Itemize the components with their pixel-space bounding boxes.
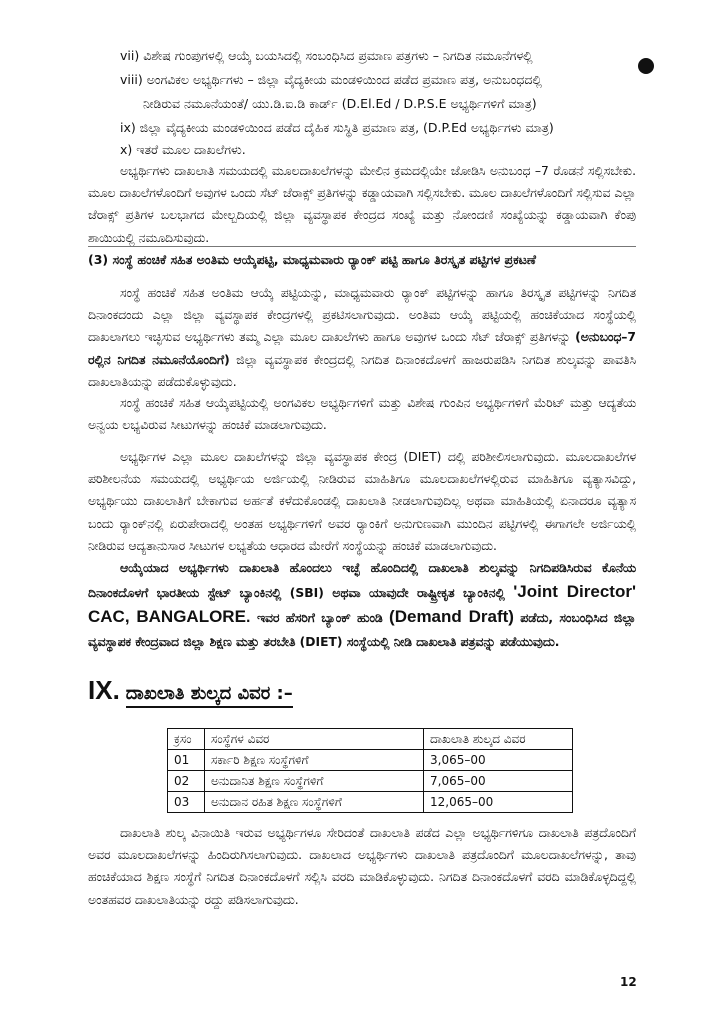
list-text: ಅಂಗವಿಕಲ ಅಭ್ಯರ್ಥಿಗಳು – ಜಿಲ್ಲಾ ವೈದ್ಯಕೀಯ ಮಂಡಳಿಯಿಂದ ಪಡೆದ ಪ್ರಮಾಣ ಪತ್ರ, ಅನುಬಂಧದಲ್ಲಿ: [146, 72, 542, 87]
table-cell: ಅನುದಾನಿತ ಶಿಕ್ಷಣ ಸಂಸ್ಥೆಗಳಿಗೆ: [205, 771, 424, 792]
section-3-heading: (3) ಸಂಸ್ಥೆ ಹಂಚಿಕೆ ಸಹಿತ ಅಂತಿಮ ಆಯ್ಕೆಪಟ್ಟಿ, ಮಾಧ್ಯಮವಾರು ರ್‍ಯಾಂಕ್ ಪಟ್ಟಿ ಹಾಗೂ ತಿರಸ್ಕೃತ ಪಟ್ಟಿಗಳ ಪ್ರಕಟಣೆ: [88, 252, 536, 267]
list-number: viii): [120, 72, 143, 87]
paragraph-special-groups: [88, 392, 636, 436]
page-number: 12: [620, 975, 637, 989]
list-item-viii-continued: [143, 94, 663, 114]
paragraph-document-return: [88, 822, 636, 911]
table-cell: ಅನುದಾನ ರಹಿತ ಶಿಕ್ಷಣ ಸಂಸ್ಥೆಗಳಿಗೆ: [205, 792, 424, 813]
table-header-cell: ದಾಖಲಾತಿ ಶುಲ್ಕದ ವಿವರ: [424, 729, 573, 750]
table-row: [168, 750, 573, 771]
paragraph-text: ಆಯ್ಕೆಯಾದ ಅಭ್ಯರ್ಥಿಗಳು ದಾಖಲಾತಿ ಹೊಂದಲು ಇಚ್ಛೆ ಹೊಂದಿದಲ್ಲಿ ದಾಖಲಾತಿ ಶುಲ್ಕವನ್ನು ನಿಗದಿಪಡಿಸಿರುವ ಕೊನೆಯ ದಿನಾಂಕದೊಳಗೆ ಭಾರತೀಯ ಸ್ಟೇಟ್ ಬ್ಯಾಂಕಿನಲ್ಲಿ (SBI) ಅಥವಾ ಯಾವುದೇ ರಾಷ್ಟ್ರೀಕೃತ ಬ್ಯಾಂಕಿನಲ್ಲಿ: [88, 561, 636, 600]
paragraph-text: ಪಡೆದು, ಸಂಬಂಧಿಸಿದ ಜಿಲ್ಲಾ ವ್ಯವಸ್ಥಾಪಕ ಕೇಂದ್ರವಾದ ಜಿಲ್ಲಾ ಶಿಕ್ಷಣ ಮತ್ತು ತರಬೇತಿ (DIET) ಸಂಸ್ಥೆಯಲ್ಲಿ ನೀಡಿ ದಾಖಲಾತಿ ಪತ್ರವನ್ನು ಪಡೆಯುವುದು.: [88, 611, 636, 649]
demand-draft-term: (Demand Draft): [389, 607, 514, 626]
table-row: [168, 792, 573, 813]
list-item-x: [120, 140, 660, 160]
table-cell: 3,065–00: [424, 750, 573, 771]
list-item-ix: [120, 118, 660, 138]
divider: [88, 246, 636, 247]
paragraph-final-list: [88, 282, 636, 393]
table-cell: 12,065–00: [424, 792, 573, 813]
list-text: ವಿಶೇಷ ಗುಂಪುಗಳಲ್ಲಿ ಆಯ್ಕೆ ಬಯಸಿದಲ್ಲಿ ಸಂಬಂಧಿಸಿದ ಪ್ರಮಾಣ ಪತ್ರಗಳು – ನಿಗದಿತ ನಮೂನೆಗಳಲ್ಲಿ: [143, 48, 533, 63]
fee-table: [167, 728, 573, 813]
table-header-cell: ಸಂಸ್ಥೆಗಳ ವಿವರ: [205, 729, 424, 750]
table-cell: ಸರ್ಕಾರಿ ಶಿಕ್ಷಣ ಸಂಸ್ಥೆಗಳಿಗೆ: [205, 750, 424, 771]
list-text: ನೀಡಿರುವ ನಮೂನೆಯಂತೆ/ ಯು.ಡಿ.ಐ.ಡಿ ಕಾರ್ಡ್ (D.El.Ed / D.P.S.E ಅಭ್ಯರ್ಥಿಗಳಿಗೆ ಮಾತ್ರ): [143, 96, 537, 111]
section-title: ದಾಖಲಾತಿ ಶುಲ್ಕದ ವಿವರ :–: [126, 683, 293, 708]
table-header-row: [168, 729, 573, 750]
table-cell: 03: [168, 792, 205, 813]
list-item-vii: [120, 46, 660, 66]
paragraph-text: ಸಂಸ್ಥೆ ಹಂಚಿಕೆ ಸಹಿತ ಆಯ್ಕೆಪಟ್ಟಿಯಲ್ಲಿ ಅಂಗವಿಕಲ ಅಭ್ಯರ್ಥಿಗಳಿಗೆ ಮತ್ತು ವಿಶೇಷ ಗುಂಪಿನ ಅಭ್ಯರ್ಥಿಗಳಿಗೆ ಮೆರಿಟ್ ಮತ್ತು ಆದ್ಯತೆಯ ಅನ್ವಯ ಲಭ್ಯವಿರುವ ಸೀಟುಗಳನ್ನು ಹಂಚಿಕೆ ಮಾಡಲಾಗುವುದು.: [88, 396, 636, 433]
payee-name: 'Joint Director' CAC, BANGALORE: [88, 582, 637, 626]
list-number: x): [120, 142, 133, 157]
paragraph-text: ಅಭ್ಯರ್ಥಿಗಳ ಎಲ್ಲಾ ಮೂಲ ದಾಖಲೆಗಳನ್ನು ಜಿಲ್ಲಾ ವ್ಯವಸ್ಥಾಪಕ ಕೇಂದ್ರ (DIET) ದಲ್ಲಿ ಪರಿಶೀಲಿಸಲಾಗುವುದು. ಮೂಲದಾಖಲೆಗಳ ಪರಿಶೀಲನೆಯ ಸಮಯದಲ್ಲಿ ಅಭ್ಯರ್ಥಿಯ ಅರ್ಜಿಯಲ್ಲಿ ನೀಡಿರುವ ಮಾಹಿತಿಗೂ ಮೂಲದಾಖಲೆಗಳಲ್ಲಿರುವ ಮಾಹಿತಿಗೂ ವ್ಯತ್ಯಾಸವಿದ್ದು, ಅಭ್ಯರ್ಥಿಯು ದಾಖಲಾತಿಗೆ ಬೇಕಾಗುವ ಅರ್ಹತೆ ಕಳೆದುಕೊಂಡಲ್ಲಿ ದಾಖಲಾತಿ ನೀಡಲಾಗುವುದಿಲ್ಲ ಅಥವಾ ಮಾಹಿತಿಯಲ್ಲಿ ಏನಾದರೂ ವ್ಯತ್ಯಾಸ ಬಂದು ರ್‍ಯಾಂಕ್‌ನಲ್ಲಿ ಏರುಪೇರಾದಲ್ಲಿ ಅಂತಹ ಅಭ್ಯರ್ಥಿಗಳಿಗೆ ಅವರ ರ್‍ಯಾಂಕಿಗೆ ಅನುಗುಣವಾಗಿ ಮುಂದಿನ ಪಟ್ಟಿಗಳಲ್ಲಿ ಈಗಾಗಲೇ ಅರ್ಜಿಯಲ್ಲಿ ನೀಡಿರುವ ಆದ್ಯತಾನುಸಾರ ಸೀಟುಗಳ ಲಭ್ಯತೆಯ ಆಧಾರದ ಮೇರೆಗೆ ಸಂಸ್ಥೆಯನ್ನು ಹಂಚಿಕೆ ಮಾಡಲಾಗುವುದು.: [88, 450, 636, 553]
list-item-viii: [120, 70, 660, 90]
paragraph-fee-payment: [88, 556, 636, 654]
table-cell: 7,065–00: [424, 771, 573, 792]
section-9-heading: [88, 675, 293, 708]
paragraph-document-order: [88, 160, 636, 249]
table-cell: 01: [168, 750, 205, 771]
paragraph-text: ಜಿಲ್ಲಾ ವ್ಯವಸ್ಥಾಪಕ ಕೇಂದ್ರದಲ್ಲಿ ನಿಗದಿತ ದಿನಾಂಕದೊಳಗೆ ಹಾಜರುಪಡಿಸಿ ನಿಗದಿತ ಶುಲ್ಕವನ್ನು ಪಾವತಿಸಿ ದಾಖಲಾತಿಯನ್ನು ಪಡೆದುಕೊಳ್ಳುವುದು.: [88, 352, 637, 389]
section-number: IX.: [88, 675, 120, 705]
paragraph-text: ಅಭ್ಯರ್ಥಿಗಳು ದಾಖಲಾತಿ ಸಮಯದಲ್ಲಿ ಮೂಲದಾಖಲೆಗಳನ್ನು ಮೇಲಿನ ಕ್ರಮದಲ್ಲಿಯೇ ಜೋಡಿಸಿ ಅನುಬಂಧ –7 ರೊಡನೆ ಸಲ್ಲಿಸಬೇಕು. ಮೂಲ ದಾಖಲೆಗಳೊಂದಿಗೆ ಅವುಗಳ ಒಂದು ಸೆಟ್ ಜೆರಾಕ್ಸ್ ಪ್ರತಿಗಳನ್ನು ಕಡ್ಡಾಯವಾಗಿ ಸಲ್ಲಿಸಬೇಕು. ಮೂಲ ದಾಖಲೆಗಳೊಂದಿಗೆ ಸಲ್ಲಿಸುವ ಎಲ್ಲಾ ಜೆರಾಕ್ಸ್ ಪ್ರತಿಗಳ ಬಲಭಾಗದ ಮೇಲ್ಬದಿಯಲ್ಲಿ ಜಿಲ್ಲಾ ವ್ಯವಸ್ಥಾಪಕ ಕೇಂದ್ರದ ಸಂಖ್ಯೆ ಮತ್ತು ನೋಂದಣಿ ಸಂಖ್ಯೆಯನ್ನು ಕಡ್ಡಾಯವಾಗಿ ಕೆಂಪು ಶಾಯಿಯಲ್ಲಿ ನಮೂದಿಸುವುದು.: [88, 164, 637, 245]
list-number: ix): [120, 120, 136, 135]
table-header-cell: ಕ್ರಸಂ: [168, 729, 205, 750]
list-text: ಇತರೆ ಮೂಲ ದಾಖಲೆಗಳು.: [136, 142, 246, 157]
list-text: ಜಿಲ್ಲಾ ವೈದ್ಯಕೀಯ ಮಂಡಳಿಯಿಂದ ಪಡೆದ ದೈಹಿಕ ಸುಸ್ಥಿತಿ ಪ್ರಮಾಣ ಪತ್ರ, (D.P.Ed ಅಭ್ಯರ್ಥಿಗಳು ಮಾತ್ರ): [139, 120, 554, 135]
table-cell: 02: [168, 771, 205, 792]
paragraph-text: . ಇವರ ಹೆಸರಿಗೆ ಬ್ಯಾಂಕ್ ಹುಂಡಿ: [245, 611, 390, 625]
paragraph-verification: [88, 446, 636, 557]
paragraph-text: ಸಂಸ್ಥೆ ಹಂಚಿಕೆ ಸಹಿತ ಅಂತಿಮ ಆಯ್ಕೆ ಪಟ್ಟಿಯನ್ನು, ಮಾಧ್ಯಮವಾರು ರ್‍ಯಾಂಕ್ ಪಟ್ಟಿಗಳನ್ನು ಹಾಗೂ ತಿರಸ್ಕೃತ ಪಟ್ಟಿಗಳನ್ನು ನಿಗದಿತ ದಿನಾಂಕದಂದು ಎಲ್ಲಾ ಜಿಲ್ಲಾ ವ್ಯವಸ್ಥಾಪಕ ಕೇಂದ್ರಗಳಲ್ಲಿ ಪ್ರಕಟಿಸಲಾಗುವುದು. ಅಂತಿಮ ಆಯ್ಕೆ ಪಟ್ಟಿಯಲ್ಲಿ ಹಂಚಿಕೆಯಾದ ಸಂಸ್ಥೆಯಲ್ಲಿ ದಾಖಲಾಗಲು ಇಚ್ಛಿಸುವ ಅಭ್ಯರ್ಥಿಗಳು ತಮ್ಮ ಎಲ್ಲಾ ಮೂಲ ದಾಖಲೆಗಳು ಹಾಗೂ ಅವುಗಳ ಒಂದು ಸೆಟ್ ಜೆರಾಕ್ಸ್ ಪ್ರತಿಗಳನ್ನು: [88, 286, 636, 345]
table-row: [168, 771, 573, 792]
list-number: vii): [120, 48, 140, 63]
annexure-reference: (ಅನುಬಂಧ–7 ರಲ್ಲಿನ ನಿಗದಿತ ನಮೂನೆಯೊಂದಿಗೆ): [88, 330, 636, 367]
paragraph-text: ದಾಖಲಾತಿ ಶುಲ್ಕ ವಿನಾಯಿತಿ ಇರುವ ಅಭ್ಯರ್ಥಿಗಳೂ ಸೇರಿದಂತೆ ದಾಖಲಾತಿ ಪಡೆದ ಎಲ್ಲಾ ಅಭ್ಯರ್ಥಿಗಳಿಗೂ ದಾಖಲಾತಿ ಪತ್ರದೊಂದಿಗೆ ಅವರ ಮೂಲದಾಖಲೆಗಳನ್ನು ಹಿಂದಿರುಗಿಸಲಾಗುವುದು. ದಾಖಲಾದ ಅಭ್ಯರ್ಥಿಗಳು ದಾಖಲಾತಿ ಪತ್ರದೊಂದಿಗೆ ಮೂಲದಾಖಲೆಗಳನ್ನು, ತಾವು ಹಂಚಿಕೆಯಾದ ಶಿಕ್ಷಣ ಸಂಸ್ಥೆಗೆ ನಿಗದಿತ ದಿನಾಂಕದೊಳಗೆ ಸಲ್ಲಿಸಿ ವರದಿ ಮಾಡಿಕೊಳ್ಳುವುದು. ನಿಗದಿತ ದಿನಾಂಕದೊಳಗೆ ವರದಿ ಮಾಡಿಕೊಳ್ಳದಿದ್ದಲ್ಲಿ ಅಂತಹವರ ದಾಖಲಾತಿಯನ್ನು ರದ್ದು ಪಡಿಸಲಾಗುವುದು.: [88, 826, 636, 907]
